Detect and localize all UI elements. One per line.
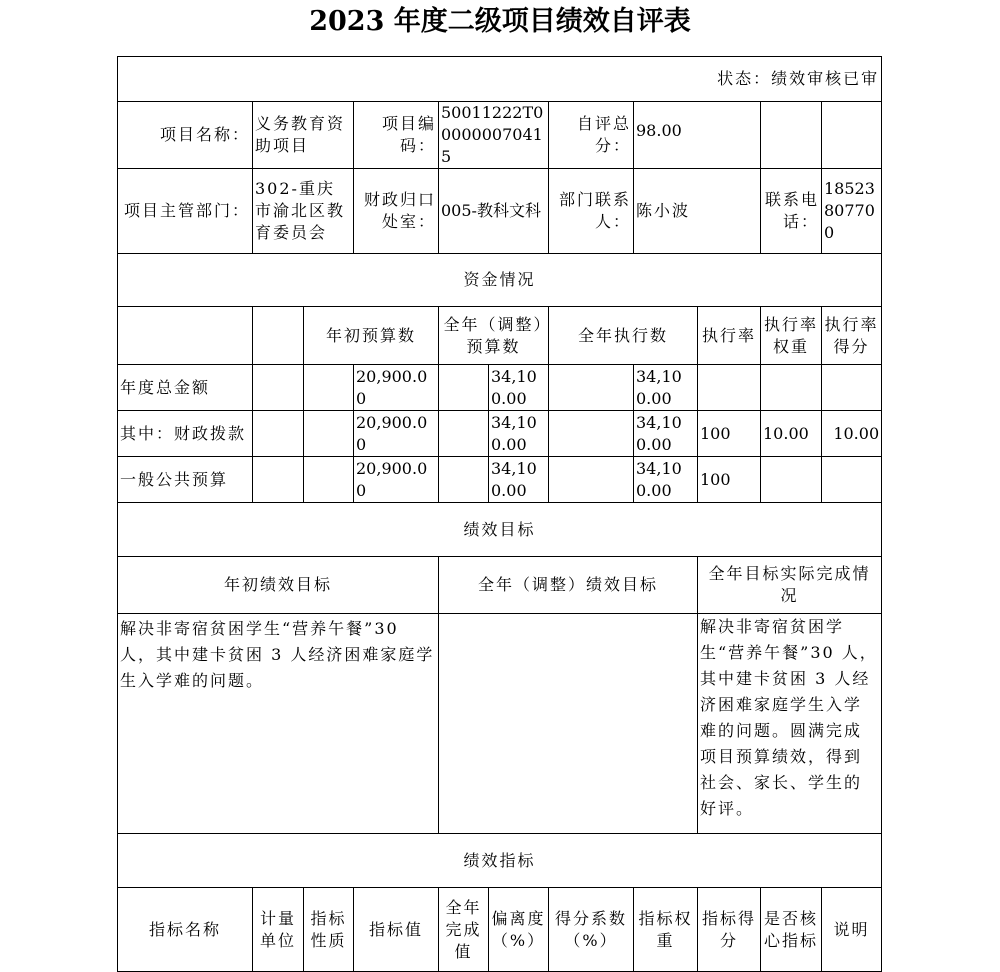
funds-header-rate: 执行率 [698,307,761,365]
indicator-header-note: 说明 [822,888,882,972]
funds-header-initial: 年初预算数 [304,307,439,365]
goals-header-initial: 年初绩效目标 [118,557,439,614]
funds-initial-value: 20,900.00 [354,365,439,411]
funds-rate-value [698,365,761,411]
indicator-header-completion: 全年完成值 [439,888,489,972]
funds-weight-value: 10.00 [761,411,822,457]
funds-adjusted-value: 34,100.00 [489,411,549,457]
self-score-label: 自评总分： [549,102,634,169]
funds-initial-value: 20,900.00 [354,457,439,503]
funds-adjusted-value: 34,100.00 [489,457,549,503]
funds-score-value: 10.00 [822,411,882,457]
funds-score-value [822,365,882,411]
empty-cell [253,307,304,365]
funds-executed-value: 34,100.00 [634,411,698,457]
indicator-header-nature: 指标性质 [304,888,354,972]
finance-office-label: 财政归口处室： [354,169,439,254]
goals-adjusted-text [439,614,698,834]
dept-value: 302-重庆市渝北区教育委员会 [253,169,354,254]
empty-cell [118,307,253,365]
funds-row-label: 其中：财政拨款 [118,411,253,457]
empty-cell [253,457,304,503]
indicators-section-title: 绩效指标 [118,834,882,888]
funds-initial-value: 20,900.00 [354,411,439,457]
empty-cell [549,411,634,457]
status-text: 状态：绩效审核已审 [717,69,880,88]
funds-executed-value: 34,100.00 [634,457,698,503]
funds-executed-value: 34,100.00 [634,365,698,411]
indicator-header-deviation: 偏离度（%） [489,888,549,972]
table-row [118,365,882,411]
status-cell [118,57,882,102]
funds-weight-value [761,365,822,411]
funds-header-adjusted: 全年（调整）预算数 [439,307,549,365]
funds-header-score: 执行率得分 [822,307,882,365]
indicator-header-core: 是否核心指标 [761,888,822,972]
funds-score-value [822,457,882,503]
goals-actual-text: 解决非寄宿贫困学生“营养午餐”30 人，其中建卡贫困 3 人经济困难家庭学生入学难的问题。圆满完成项目预算绩效，得到社会、家长、学生的好评。 [698,614,882,834]
empty-cell [304,457,354,503]
phone-label: 联系电话： [761,169,822,254]
indicator-header-weight: 指标权重 [634,888,698,972]
contact-value: 陈小波 [634,169,761,254]
funds-weight-value [761,457,822,503]
empty-cell [253,365,304,411]
project-name-value: 义务教育资助项目 [253,102,354,169]
funds-header-executed: 全年执行数 [549,307,698,365]
funds-row-label: 年度总金额 [118,365,253,411]
self-score-value: 98.00 [634,102,761,169]
empty-cell [304,365,354,411]
evaluation-table [117,56,882,972]
funds-header-weight: 执行率权重 [761,307,822,365]
goals-header-actual: 全年目标实际完成情况 [698,557,882,614]
goals-initial-text: 解决非寄宿贫困学生“营养午餐”30 人，其中建卡贫困 3 人经济困难家庭学生入学难的问题。 [118,614,439,834]
empty-cell [822,102,882,169]
project-code-value: 50011222T000000070415 [439,102,549,169]
funds-rate-value: 100 [698,457,761,503]
goals-section-title: 绩效目标 [118,503,882,557]
indicator-header-unit: 计量单位 [253,888,304,972]
project-name-label: 项目名称： [118,102,253,169]
indicator-header-score: 指标得分 [698,888,761,972]
dept-label: 项目主管部门： [118,169,253,254]
empty-cell [439,457,489,503]
funds-rate-value: 100 [698,411,761,457]
indicator-header-coefficient: 得分系数（%） [549,888,634,972]
contact-label: 部门联系人： [549,169,634,254]
page-title: 2023 年度二级项目绩效自评表 [309,6,691,37]
empty-cell [304,411,354,457]
empty-cell [761,102,822,169]
empty-cell [549,457,634,503]
phone-value: 18523807700 [822,169,882,254]
indicator-header-value: 指标值 [354,888,439,972]
funds-row-label: 一般公共预算 [118,457,253,503]
empty-cell [439,411,489,457]
funds-adjusted-value: 34,100.00 [489,365,549,411]
empty-cell [253,411,304,457]
table-row [118,411,882,457]
project-code-label: 项目编码： [354,102,439,169]
table-row [118,457,882,503]
funds-section-title: 资金情况 [118,254,882,307]
empty-cell [549,365,634,411]
finance-office-value: 005-教科文科 [439,169,549,254]
goals-header-adjusted: 全年（调整）绩效目标 [439,557,698,614]
empty-cell [439,365,489,411]
indicator-header-name: 指标名称 [118,888,253,972]
